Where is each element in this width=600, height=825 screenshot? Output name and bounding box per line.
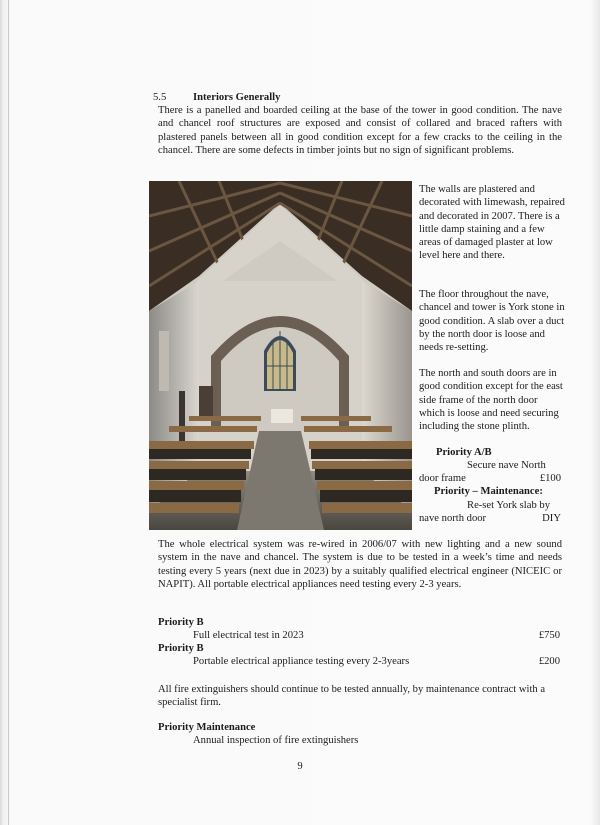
electrical-item-1: Full electrical test in 2023 <box>193 630 304 641</box>
priority-ab-label: Priority A/B <box>436 447 492 458</box>
priority-ab-line2: door frame <box>419 473 466 484</box>
maintenance-line1: Re-set York slab by <box>467 500 550 511</box>
document-page: 5.5 Interiors Generally There is a panelled and boarded ceiling at the base of the tower in good condition. The nave and chancel roof structures are exposed and consist of collared and braced rafters with plastered panels between all in good condition except for a few cracks to the ceiling in the chancel. There are some defects in timber joints but no sign of significant problems. The walls are plastered and decorated with limewash, repaired and decorated in 2007. There is a little damp staining and a few areas of damaged plaster at low level here and there. The floor throughout the nave, chancel and tower is York stone in good condition. A slab over a duct by the north door is loose and needs re-setting. The north and south doors are in good condition except for the east side frame of the north door which is loose and need securing including the stone plinth. Priority A/B Secure nave North door frame £100 Priority – Maintenance: Re-set York slab by nave north door DIY The whole electrical system was re-wired in 2006/07 with new lighting and a new sound system in the nave and chancel. The system is due to be tested in a week’s time and needs testing every 5 years (next due in 2023) by a suitably qualified electrical engineer (NICEIC or NAPIT). All portable electrical appliances need testing every 2-3 years. Priority B Full electrical test in 2023 £750 Priority B Portable electrical appliance testing every 2-3years £200 All fire extinguishers should continue to be tested annually, by maintenance contract with a specialist firm. Priority Maintenance Annual inspection of fire extinguishers 9 <box>0 0 600 825</box>
church-interior-photo <box>149 181 412 530</box>
electrical-cost-1: £750 <box>538 630 560 641</box>
page-edge <box>8 0 9 825</box>
priority-ab-cost: £100 <box>539 473 561 484</box>
fire-paragraph: All fire extinguishers should continue to be tested annually, by maintenance contract with a specialist firm. <box>158 684 546 709</box>
maintenance-line2: nave north door <box>419 513 487 524</box>
section-title: Interiors Generally <box>193 92 281 103</box>
fire-priority: Priority Maintenance <box>158 722 256 733</box>
intro-paragraph: There is a panelled and boarded ceiling at the base of the tower in good condition. The nave and chancel roof structures are exposed and consist of collared and braced rafters with plastered panels between all in good condition except for a few cracks to the ceiling in the chancel. There are some defects in timber joints but no sign of significant problems. <box>158 105 562 156</box>
walls-paragraph: The walls are plastered and decorated with limewash, repaired and decorated in 2007. There is a little damp staining and a few areas of damaged plaster at low level here and there. <box>419 184 565 262</box>
fire-item: Annual inspection of fire extinguishers <box>193 735 359 746</box>
electrical-item-2: Portable electrical appliance testing every 2-3years <box>193 656 410 667</box>
electrical-priority-2: Priority B <box>158 643 204 654</box>
doors-paragraph: The north and south doors are in good condition except for the east side frame of the north door which is loose and need securing including the stone plinth. <box>419 368 563 433</box>
priority-maintenance-label: Priority – Maintenance: <box>434 486 543 497</box>
priority-ab-line1: Secure nave North <box>467 460 546 471</box>
electrical-paragraph: The whole electrical system was re-wired in 2006/07 with new lighting and a new sound system in the nave and chancel. The system is due to be tested in a week’s time and needs testing every 5 years (next due in 2023) by a suitably qualified electrical engineer (NICEIC or NAPIT). All portable electrical appliances need testing every 2-3 years. <box>158 539 562 590</box>
section-number: 5.5 <box>153 92 167 103</box>
section-heading <box>153 91 563 104</box>
electrical-cost-2: £200 <box>538 656 560 667</box>
floor-paragraph: The floor throughout the nave, chancel and tower is York stone in good condition. A slab over a duct by the north door is loose and needs re-setting. <box>419 289 565 354</box>
electrical-priority-1: Priority B <box>158 617 204 628</box>
maintenance-cost: DIY <box>542 513 561 524</box>
